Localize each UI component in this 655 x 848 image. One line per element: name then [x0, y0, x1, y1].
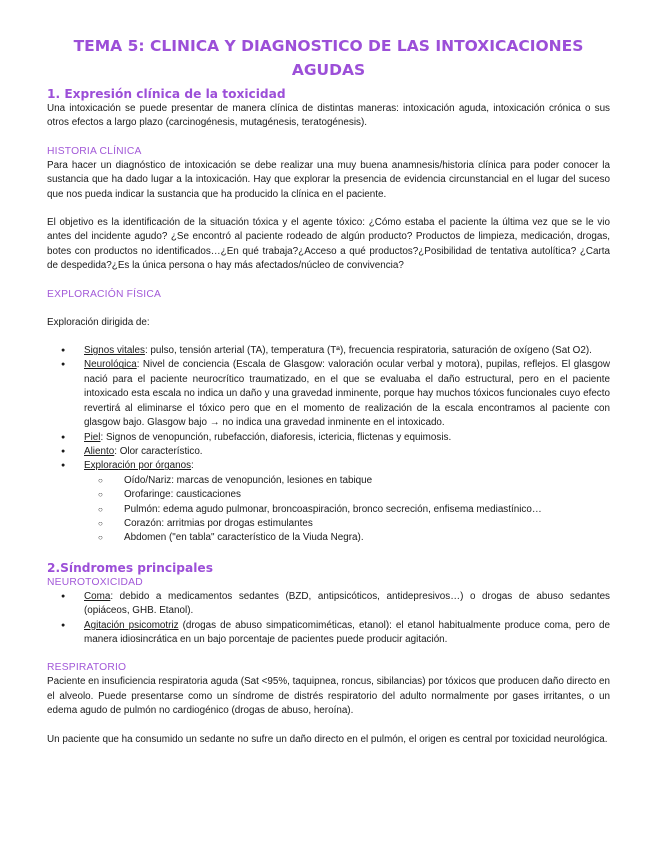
list-item	[47, 590, 610, 619]
list-item-term: Coma	[84, 590, 111, 602]
document-page	[47, 34, 610, 747]
list-item-text: : Signos de venopunción, rubefacción, diaforesis, ictericia, flictenas y equimosis.	[100, 431, 452, 443]
respiratorio-heading: RESPIRATORIO	[47, 662, 127, 674]
section-1-intro: Una intoxicación se puede presentar de manera clínica de distintas maneras: intoxicación aguda, intoxicación crónica o sus otros efectos a largo plazo (carcinogénesis, mutagénesis, teratogénesis).	[47, 103, 610, 129]
list-item-text: :	[191, 460, 194, 472]
list-item-term: Neurológica	[84, 359, 137, 371]
list-item	[47, 619, 610, 648]
respiratorio-paragraph-1: Paciente en insuficiencia respiratoria aguda (Sat <95%, taquipnea, roncus, sibilancias) por tóxicos que producen daño directo en el alveolo. Puede presentarse como un síndrome de distrés respiratorio del adulto normalmente por gases irritantes, o un edema agudo de pulmón no cardiogénico (drogas de abuso, heroína).	[47, 676, 610, 717]
organos-sublist	[84, 474, 610, 546]
list-item	[47, 358, 610, 430]
list-item	[47, 431, 610, 445]
exploracion-list	[47, 344, 610, 546]
section-2-heading: 2.Síndromes principales	[47, 560, 213, 575]
historia-paragraph-2: El objetivo es la identificación de la situación tóxica y el agente tóxico: ¿Cómo estaba el paciente la última vez que se le vio antes del incidente agudo? ¿Se encontró al paciente rodeado de algún producto? Productos de limpieza, medicación, drogas, botes con productos no identificados…¿En qué trabaja?¿Acceso a qué productos?¿Posibilidad de tentativa autolítica? ¿Carta de despedida?¿Es la única persona o hay más afectados/núcleo de convivencia?	[47, 217, 610, 272]
sublist-item: ○ Corazón: arritmias por drogas estimulantes	[84, 517, 610, 531]
list-item-text: (drogas de abuso simpaticomiméticas, etanol): el etanol habitualmente produce coma, pero de manera idiosincrática en un bajo porcentaje de pacientes puede producir agitación.	[84, 619, 610, 645]
exploracion-lead: Exploración dirigida de:	[47, 316, 150, 328]
neurotoxicidad-heading: NEUROTOXICIDAD	[47, 576, 143, 588]
section-1-heading: 1. Expresión clínica de la toxicidad	[47, 87, 286, 101]
sublist-item: ○ Abdomen ("en tabla" característico de la Viuda Negra).	[84, 531, 610, 545]
exploracion-fisica-heading: EXPLORACIÓN FÍSICA	[47, 288, 162, 300]
list-item-term: Exploración por órganos	[84, 460, 192, 472]
list-item	[47, 459, 610, 545]
list-item-text: : pulso, tensión arterial (TA), temperatura (Tª), frecuencia respiratoria, saturación de oxígeno (Sat O2).	[144, 345, 592, 357]
list-item-text: : debido a medicamentos sedantes (BZD, antipsicóticos, antidepresivos…) o drogas de abuso sedantes (opiáceos, GHB. Etanol).	[84, 590, 610, 617]
list-item-text: : Olor característico.	[114, 445, 203, 457]
sublist-item: ○ Orofaringe: causticaciones	[84, 488, 610, 502]
list-item-term: Aliento	[84, 445, 115, 457]
list-item	[47, 445, 610, 459]
sublist-item: ○ Pulmón: edema agudo pulmonar, broncoaspiración, bronco secreción, enfisema mediastínico…	[84, 503, 610, 517]
respiratorio-paragraph-2: Un paciente que ha consumido un sedante no sufre un daño directo en el pulmón, el origen es central por toxicidad neurológica.	[47, 733, 608, 745]
historia-paragraph-1: Para hacer un diagnóstico de intoxicación se debe realizar una muy buena anamnesis/historia clínica para poder conocer la sustancia que ha dado lugar a la intoxicación. Hay que explorar la presencia de evidencia circunstancial en el lugar del suceso que nos pueda indicar la sustancia que ha producido la clínica en el paciente.	[47, 159, 610, 200]
sublist-item: ○ Oído/Nariz: marcas de venopunción, lesiones en tabique	[84, 474, 610, 488]
historia-clinica-heading: HISTORIA CLÍNICA	[47, 145, 142, 157]
list-item-term: Agitación psicomotriz	[84, 619, 179, 631]
list-item-text: : Nivel de conciencia (Escala de Glasgow: valoración ocular verbal y motora), pupilas, reflejos. El glasgow nació para el paciente neurocrítico traumatizado, en el que se evaluaba el daño estructural, pero en el paciente intoxicado esta escala no indica un daño y una gravedad inminente, porque hay muchos tóxicos funcionales cuyo efecto revertirá al eliminarse el tóxico pero que en el momento de realización de la escala encontramos al paciente con glasgow bajo. Glasgow bajo → no indica una gravedad inminente en el intoxicado.	[84, 359, 610, 429]
page-title: TEMA 5: CLINICA Y DIAGNOSTICO DE LAS INTOXICACIONES AGUDAS	[73, 37, 584, 79]
list-item	[47, 344, 610, 358]
list-item-term: Signos vitales	[84, 345, 145, 357]
list-item-term: Piel	[84, 431, 101, 443]
neurotoxicidad-list	[47, 590, 610, 648]
